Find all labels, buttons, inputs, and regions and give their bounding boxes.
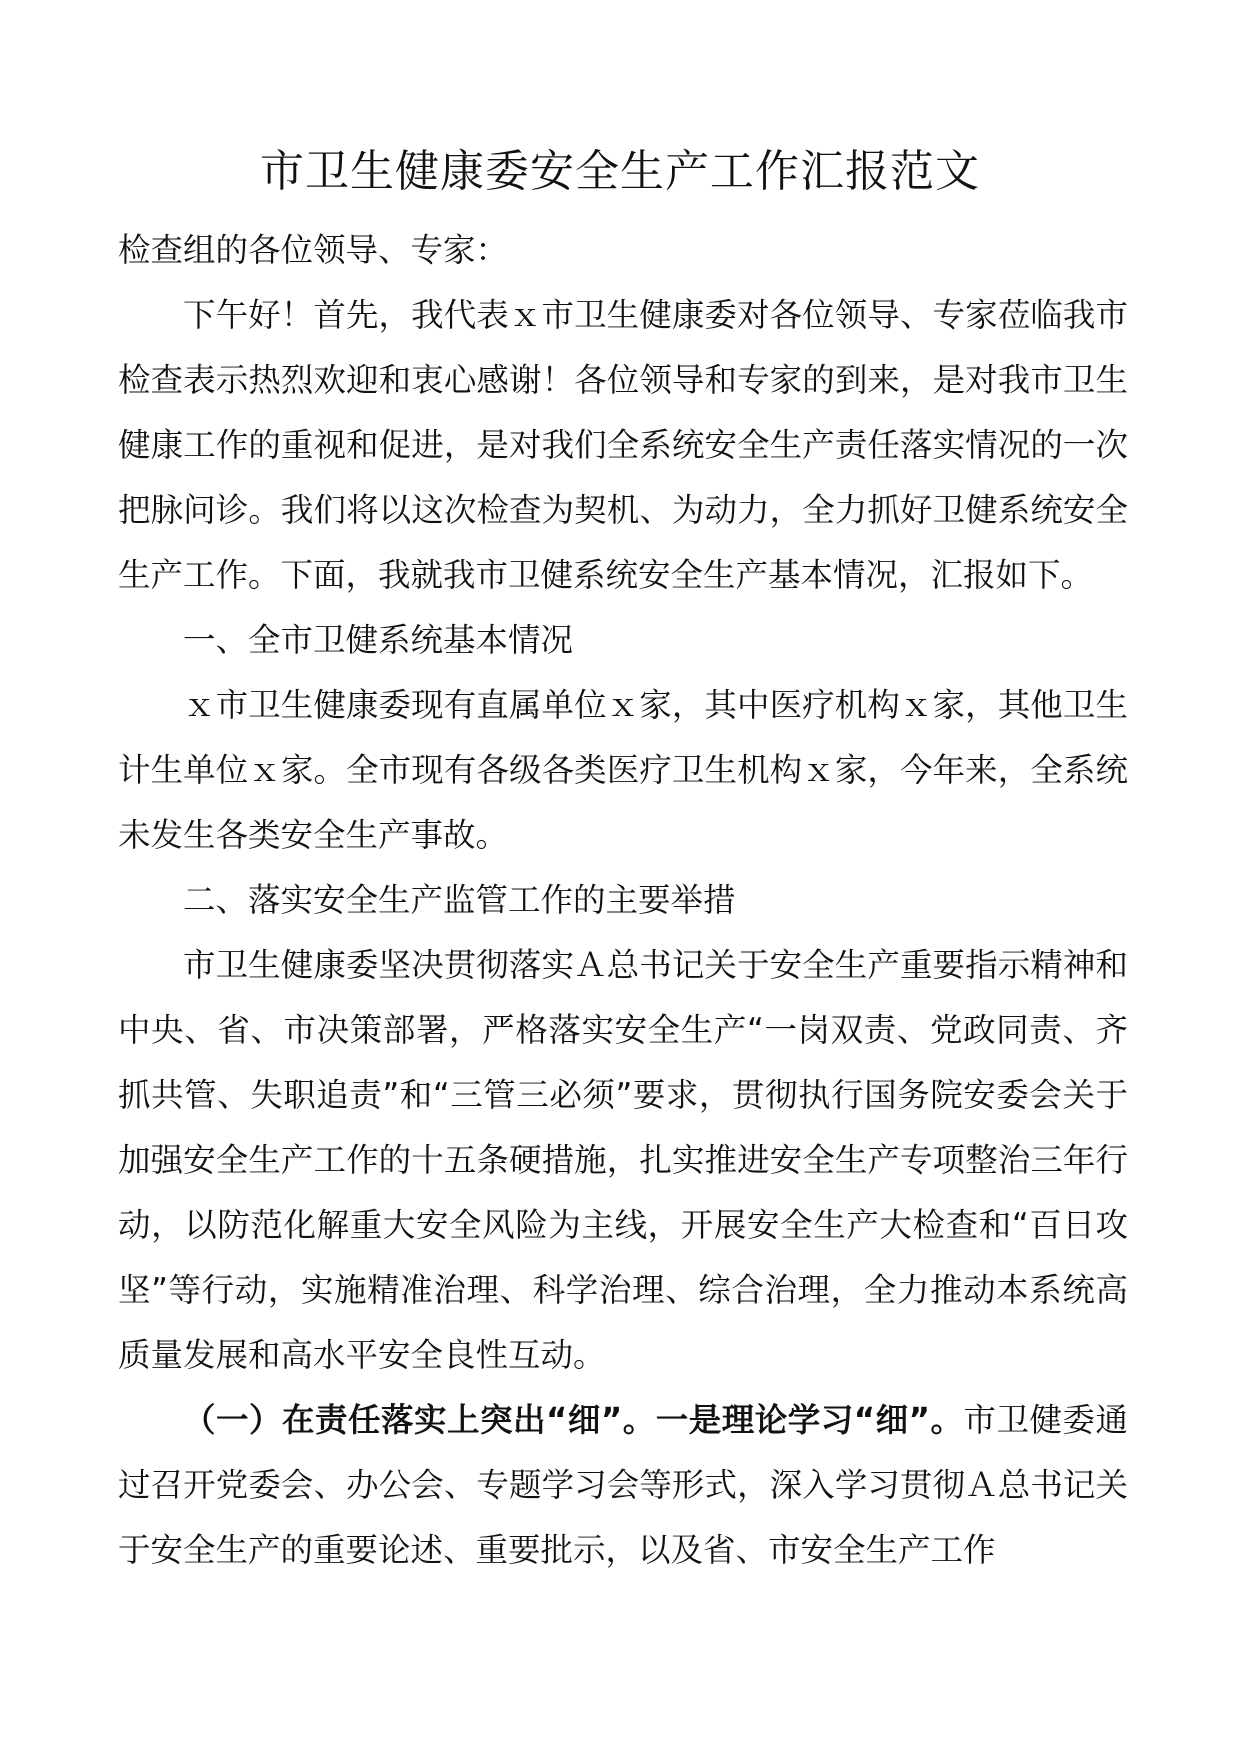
subheading-responsibility: （一）在责任落实上突出“细”。一是理论学习“细”。 [183, 1401, 964, 1439]
paragraph-basic-situation: ｘ市卫生健康委现有直属单位ｘ家，其中医疗机构ｘ家，其他卫生计生单位ｘ家。全市现有各级各类医疗卫生机构ｘ家，今年来，全系统未发生各类安全生产事故。 [118, 686, 1128, 854]
document-body [118, 218, 1128, 1583]
section-heading-basic-situation: 一、全市卫健系统基本情况 [183, 621, 574, 659]
paragraph-responsibility-text: 市卫健委通过召开党委会、办公会、专题学习会等形式，深入学习贯彻Ａ总书记关于安全生产的重要论述、重要批示，以及省、市安全生产工作 [118, 1401, 1128, 1569]
paragraph-greeting: 下午好！首先，我代表ｘ市卫生健康委对各位领导、专家莅临我市检查表示热烈欢迎和衷心感谢！各位领导和专家的到来，是对我市卫生健康工作的重视和促进，是对我们全系统安全生产责任落实情况的一次把脉问诊。我们将以这次检查为契机、为动力，全力抓好卫健系统安全生产工作。下面，我就我市卫健系统安全生产基本情况，汇报如下。 [118, 296, 1128, 594]
paragraph-responsibility [118, 1388, 1128, 1583]
paragraph-main-measures: 市卫生健康委坚决贯彻落实Ａ总书记关于安全生产重要指示精神和中央、省、市决策部署，严格落实安全生产“一岗双责、党政同责、齐抓共管、失职追责”和“三管三必须”要求，贯彻执行国务院安委会关于加强安全生产工作的十五条硬措施，扎实推进安全生产专项整治三年行动，以防范化解重大安全风险为主线，开展安全生产大检查和“百日攻坚”等行动，实施精准治理、科学治理、综合治理，全力推动本系统高质量发展和高水平安全良性互动。 [118, 946, 1128, 1374]
section-heading-main-measures: 二、落实安全生产监管工作的主要举措 [183, 881, 736, 919]
salutation: 检查组的各位领导、专家： [118, 231, 509, 269]
document-title: 市卫生健康委安全生产工作汇报范文 [260, 146, 980, 197]
